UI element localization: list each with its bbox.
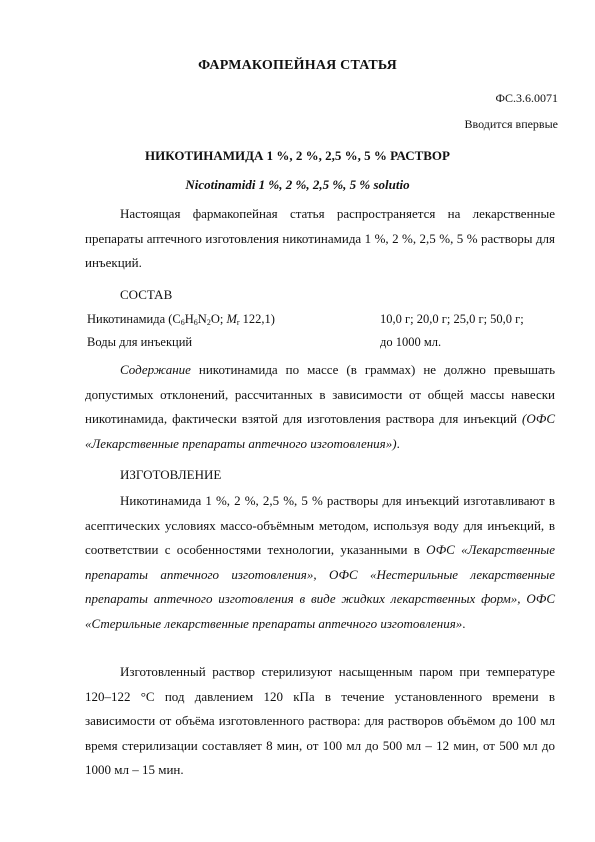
intro-paragraph: Настоящая фармакопейная статья распространяется на лекарственные препараты аптечного изготовления никотинамида 1 %, 2 %, 2,5 %, 5 % растворы для инъекций. [85, 206, 555, 270]
manufacture-heading: ИЗГОТОВЛЕНИЕ [120, 467, 222, 482]
sterilization-paragraph: Изготовленный раствор стерилизуют насыщенным паром при температуре 120–122 °С под давлением 120 кПа в течение установленного времени в зависимости от объёма изготовленного раствора: для растворов объёмом до 100 мл время стерилизации составляет 8 мин, от 100 мл до 500 мл – 12 мин, от 500 мл до 1000 мл – 15 мин. [85, 664, 555, 777]
composition-heading: СОСТАВ [120, 287, 173, 302]
document-code: ФС.3.6.0071 [495, 91, 558, 105]
content-paragraph: Содержание никотинамида по массе (в граммах) не должно превышать допустимых отклонений, рассчитанных в зависимости от общей массы навески никотинамида, фактически взятой для изготовления раствора для инъекций (ОФС «Лекарственные препараты аптечного изготовления»). [85, 362, 555, 451]
latin-title: Nicotinamidi 1 %, 2 %, 2,5 %, 5 % solutio [185, 177, 410, 192]
composition-amounts: 10,0 г; 20,0 г; 25,0 г; 50,0 г; [380, 312, 524, 326]
composition-substance: Никотинамида ($C_6H_6N_2O$; $M_r$ 122,1) [87, 312, 275, 327]
document-title: ФАРМАКОПЕЙНАЯ СТАТЬЯ [198, 58, 397, 73]
introduced-note: Вводится впервые [464, 117, 558, 131]
drug-title: НИКОТИНАМИДА 1 %, 2 %, 2,5 %, 5 % РАСТВОР [145, 148, 450, 163]
composition-solvent-amount: до 1000 мл. [380, 335, 442, 349]
manufacture-paragraph-1: Никотинамида 1 %, 2 %, 2,5 %, 5 % растворы для инъекций изготавливают в асептических условиях массо-объёмным методом, используя воду для инъекций, в соответствии с особенностями технологии, указанными в ОФС «Лекарственные препараты аптечного изготовления», ОФС «Нестерильные лекарственные препараты аптечного изготовления в виде жидких лекарственных форм», ОФС «Стерильные лекарственные препараты аптечного изготовления». [85, 493, 555, 631]
composition-solvent: Воды для инъекций [87, 335, 193, 349]
